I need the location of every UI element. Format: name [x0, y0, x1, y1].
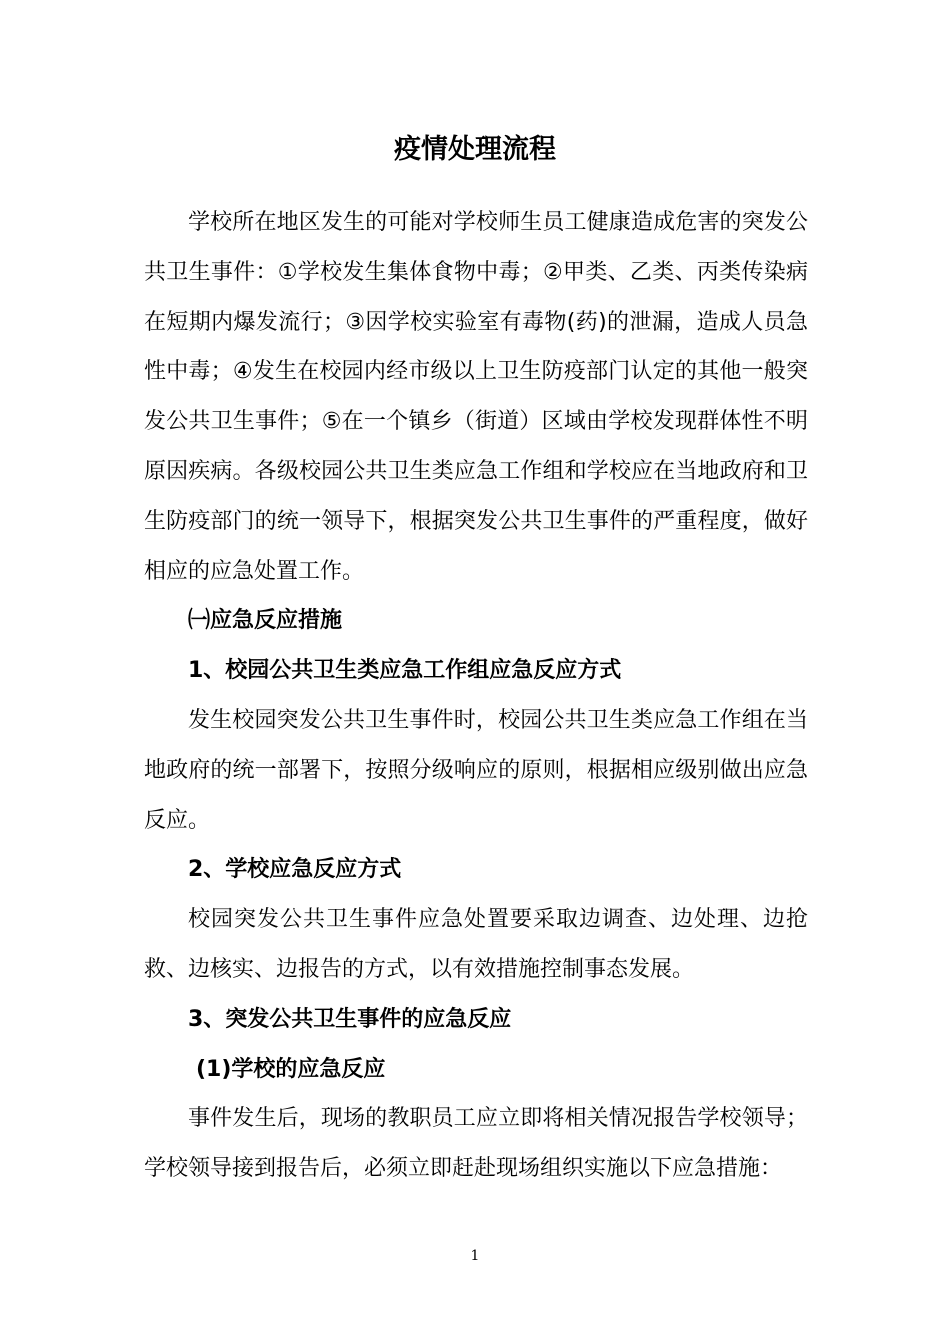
section-heading-emergency-measures: ㈠应急反应措施 [188, 608, 343, 634]
item-paragraph-2: 校园突发公共卫生事件应急处置要采取边调查、边处理、边抢救、边核实、边报告的方式，以有效措施控制事态发展。 [144, 907, 808, 982]
item-paragraph-1: 发生校园突发公共卫生事件时，校园公共卫生类应急工作组在当地政府的统一部署下，按照分级响应的原则，根据相应级别做出应急反应。 [144, 707, 808, 833]
document-title: 疫情处理流程 [394, 134, 556, 165]
item-heading-2: 2、学校应急反应方式 [188, 857, 402, 883]
item-paragraph-3: 事件发生后，现场的教职员工应立即将相关情况报告学校领导；学校领导接到报告后，必须立即赶赴现场组织实施以下应急措施： [144, 1106, 808, 1182]
page-number: 1 [470, 1248, 480, 1264]
document-body [144, 198, 808, 1194]
intro-paragraph: 学校所在地区发生的可能对学校师生员工健康造成危害的突发公共卫生事件：①学校发生集体食物中毒；②甲类、乙类、丙类传染病在短期内爆发流行；③因学校实验室有毒物(药)的泄漏，造成人员急性中毒；④发生在校园内经市级以上卫生防疫部门认定的其他一般突发公共卫生事件；⑤在一个镇乡（街道）区域由学校发现群体性不明原因疾病。各级校园公共卫生类应急工作组和学校应在当地政府和卫生防疫部门的统一领导下，根据突发公共卫生事件的严重程度，做好相应的应急处置工作。 [144, 210, 808, 584]
item-heading-3: 3、突发公共卫生事件的应急反应 [188, 1006, 512, 1032]
item-heading-1: 1、校园公共卫生类应急工作组应急反应方式 [188, 658, 622, 684]
sub-heading-school-response: (1)学校的应急反应 [196, 1056, 386, 1082]
